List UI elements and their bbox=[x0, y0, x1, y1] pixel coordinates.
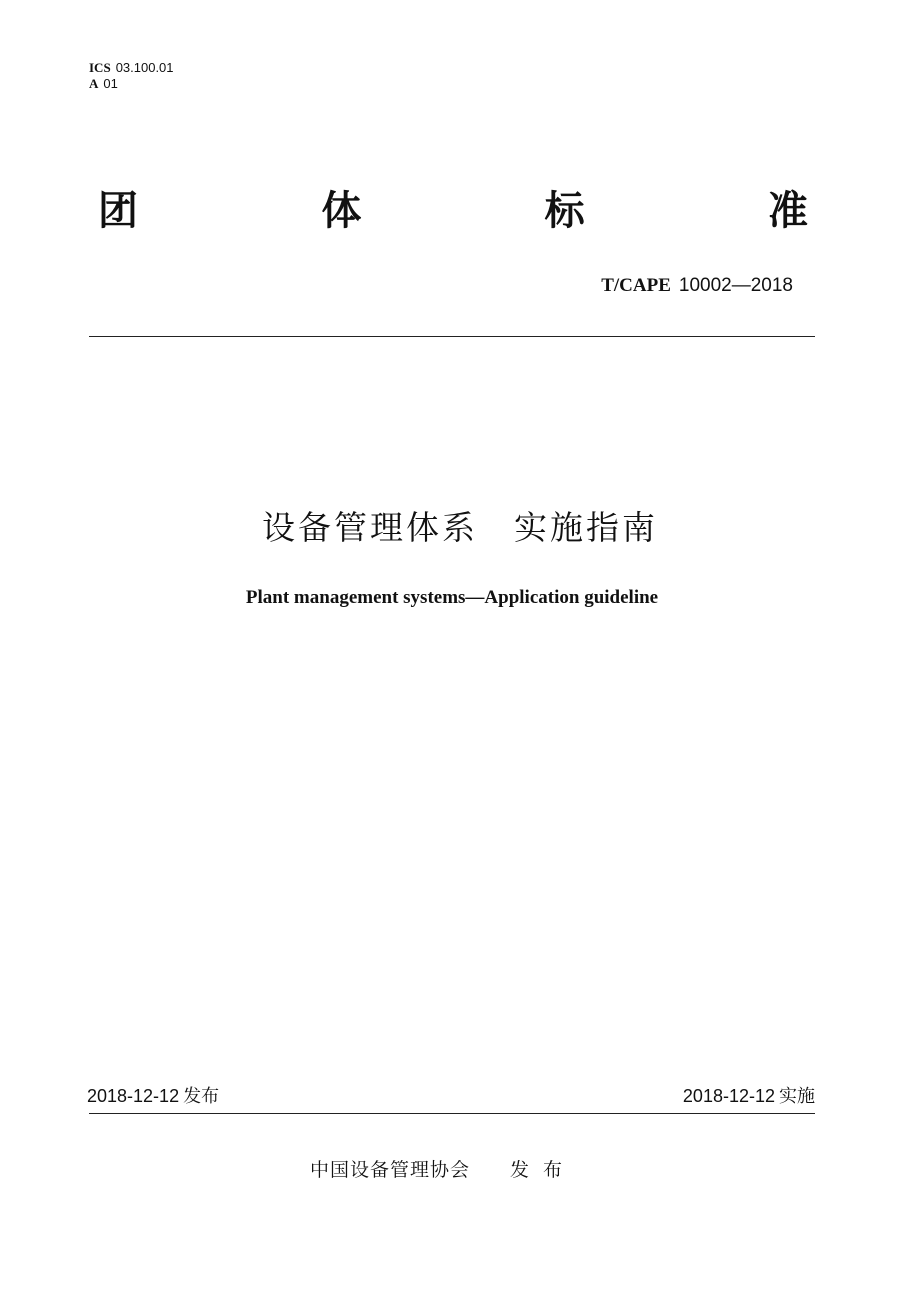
bottom-divider bbox=[89, 1113, 815, 1114]
ccs-value: 01 bbox=[103, 76, 118, 91]
ccs-label: A bbox=[89, 76, 99, 91]
title-english: Plant management systems—Application guideline bbox=[245, 587, 659, 608]
standard-type-char: 标 bbox=[544, 188, 585, 234]
publish-date: 2018-12-12 bbox=[87, 1086, 180, 1106]
implement-date-line bbox=[683, 1085, 815, 1108]
title-chinese-part1: 设备管理体系 bbox=[262, 508, 478, 547]
standard-type-char: 准 bbox=[767, 188, 808, 234]
title-chinese bbox=[0, 504, 920, 552]
standard-type-char: 团 bbox=[98, 188, 138, 234]
implement-label: 实施 bbox=[779, 1086, 815, 1107]
standard-number-value: 10002—2018 bbox=[678, 275, 793, 296]
publisher-name: 中国设备管理协会 bbox=[310, 1159, 471, 1181]
standard-type-heading bbox=[98, 186, 808, 236]
standard-type-char: 体 bbox=[321, 188, 362, 234]
title-chinese-part2: 实施指南 bbox=[514, 508, 658, 547]
standard-number bbox=[601, 274, 793, 298]
top-divider bbox=[89, 336, 815, 337]
implement-date: 2018-12-12 bbox=[682, 1086, 775, 1106]
publish-label: 发布 bbox=[183, 1086, 220, 1107]
publisher-action: 发布 bbox=[510, 1159, 577, 1181]
ics-value: 03.100.01 bbox=[115, 60, 174, 75]
ics-label: ICS bbox=[89, 60, 111, 75]
ics-line bbox=[89, 60, 174, 76]
publish-date-line bbox=[87, 1085, 219, 1108]
ccs-line bbox=[89, 76, 174, 92]
classification-block bbox=[89, 60, 174, 92]
standard-number-prefix: T/CAPE bbox=[601, 275, 671, 296]
publisher-line bbox=[310, 1157, 576, 1183]
